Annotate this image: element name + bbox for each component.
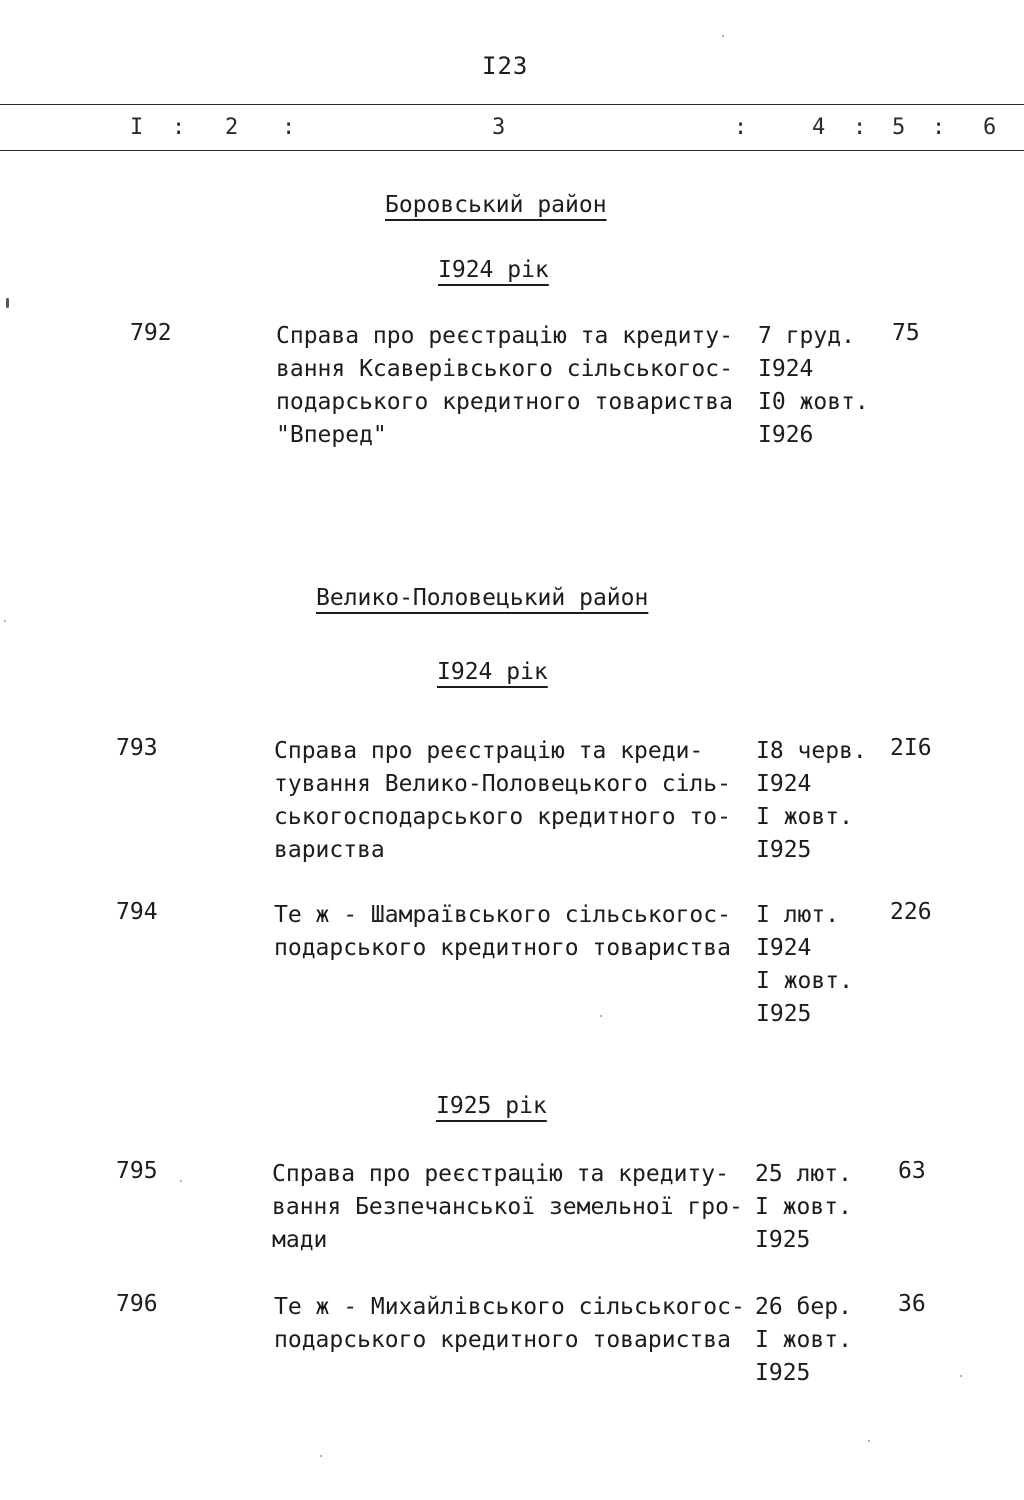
scan-speck — [6, 298, 9, 308]
entry-dates — [758, 320, 878, 452]
entry-sheets: 36 — [898, 1291, 926, 1317]
column-header-4: 4 — [812, 115, 826, 140]
date-line: 26 бер. — [755, 1294, 852, 1320]
entry-sheets: 226 — [890, 899, 932, 925]
scan-speck — [868, 1440, 870, 1442]
entry-description — [274, 899, 731, 965]
entry-number: 795 — [116, 1158, 158, 1184]
year-title: I924 рік — [437, 659, 548, 685]
entry-sheets: 63 — [898, 1158, 926, 1184]
entry-sheets: 2I6 — [890, 735, 932, 761]
date-line: I жовт. — [756, 968, 853, 994]
date-line: I лют. — [756, 902, 840, 928]
date-line: 25 лют. — [755, 1161, 852, 1187]
description-line: вариства — [274, 837, 385, 863]
date-line: I925 — [756, 1001, 812, 1027]
entry-description — [274, 1291, 745, 1357]
header-bottom-rule — [0, 150, 1024, 151]
date-line: I926 — [758, 422, 814, 448]
column-header-separator: : — [734, 115, 748, 140]
column-header-6: 6 — [983, 115, 997, 140]
scan-speck — [4, 620, 6, 622]
section-title-borova: Боровський район — [385, 192, 607, 218]
column-header-separator: : — [932, 115, 946, 140]
column-header-2: 2 — [225, 115, 239, 140]
date-line: I жовт. — [755, 1327, 852, 1353]
scan-speck — [320, 1455, 322, 1457]
column-header-1: I — [130, 115, 144, 140]
date-line: I жовт. — [755, 1194, 852, 1220]
column-header-separator: : — [172, 115, 186, 140]
description-line: Справа про реєстрацію та креди- — [274, 738, 704, 764]
description-line: тування Велико-Половецького сіль- — [274, 771, 731, 797]
description-line: Те ж - Михайлівського сільськогос- — [274, 1294, 745, 1320]
column-header-separator: : — [282, 115, 296, 140]
scan-speck — [180, 1180, 182, 1182]
header-top-rule — [0, 104, 1024, 105]
description-line: подарського кредитного товариства — [276, 389, 733, 415]
scan-speck — [600, 1015, 602, 1017]
scan-speck — [722, 35, 724, 37]
date-line: I924 — [756, 935, 812, 961]
entry-dates — [755, 1158, 875, 1257]
description-line: Справа про реєстрацію та кредиту- — [272, 1161, 729, 1187]
date-line: I924 — [758, 356, 814, 382]
section-title-velyko-polovetskyi: Велико-Половецький район — [316, 585, 649, 611]
entry-number: 794 — [116, 899, 158, 925]
description-line: подарського кредитного товариства — [274, 1327, 731, 1353]
column-header-3: 3 — [492, 115, 506, 140]
column-header-5: 5 — [892, 115, 906, 140]
year-title: I925 рік — [436, 1093, 547, 1119]
description-line: мади — [272, 1227, 328, 1253]
entry-dates — [756, 735, 876, 867]
entry-description — [276, 320, 733, 452]
entry-number: 796 — [116, 1291, 158, 1317]
description-line: подарського кредитного товариства — [274, 935, 731, 961]
entry-number: 792 — [130, 320, 172, 346]
entry-number: 793 — [116, 735, 158, 761]
date-line: 7 груд. — [758, 323, 855, 349]
column-header-separator: : — [853, 115, 867, 140]
description-line: ськогосподарського кредитного то- — [274, 804, 731, 830]
date-line: I924 — [756, 771, 812, 797]
description-line: Справа про реєстрацію та кредиту- — [276, 323, 733, 349]
date-line: I925 — [755, 1360, 811, 1386]
description-line: вання Ксаверівського сільськогос- — [276, 356, 733, 382]
entry-sheets: 75 — [892, 320, 920, 346]
entry-dates — [756, 899, 876, 1031]
date-line: I925 — [755, 1227, 811, 1253]
description-line: вання Безпечанської земельної гро- — [272, 1194, 743, 1220]
year-title: I924 рік — [438, 257, 549, 283]
date-line: I925 — [756, 837, 812, 863]
date-line: I0 жовт. — [758, 389, 869, 415]
entry-dates — [755, 1291, 875, 1390]
description-line: Те ж - Шамраївського сільськогос- — [274, 902, 731, 928]
page-number: I23 — [482, 52, 529, 80]
date-line: I жовт. — [756, 804, 853, 830]
date-line: I8 черв. — [756, 738, 867, 764]
description-line: "Вперед" — [276, 422, 387, 448]
entry-description — [274, 735, 731, 867]
scan-speck — [960, 1375, 962, 1377]
entry-description — [272, 1158, 743, 1257]
